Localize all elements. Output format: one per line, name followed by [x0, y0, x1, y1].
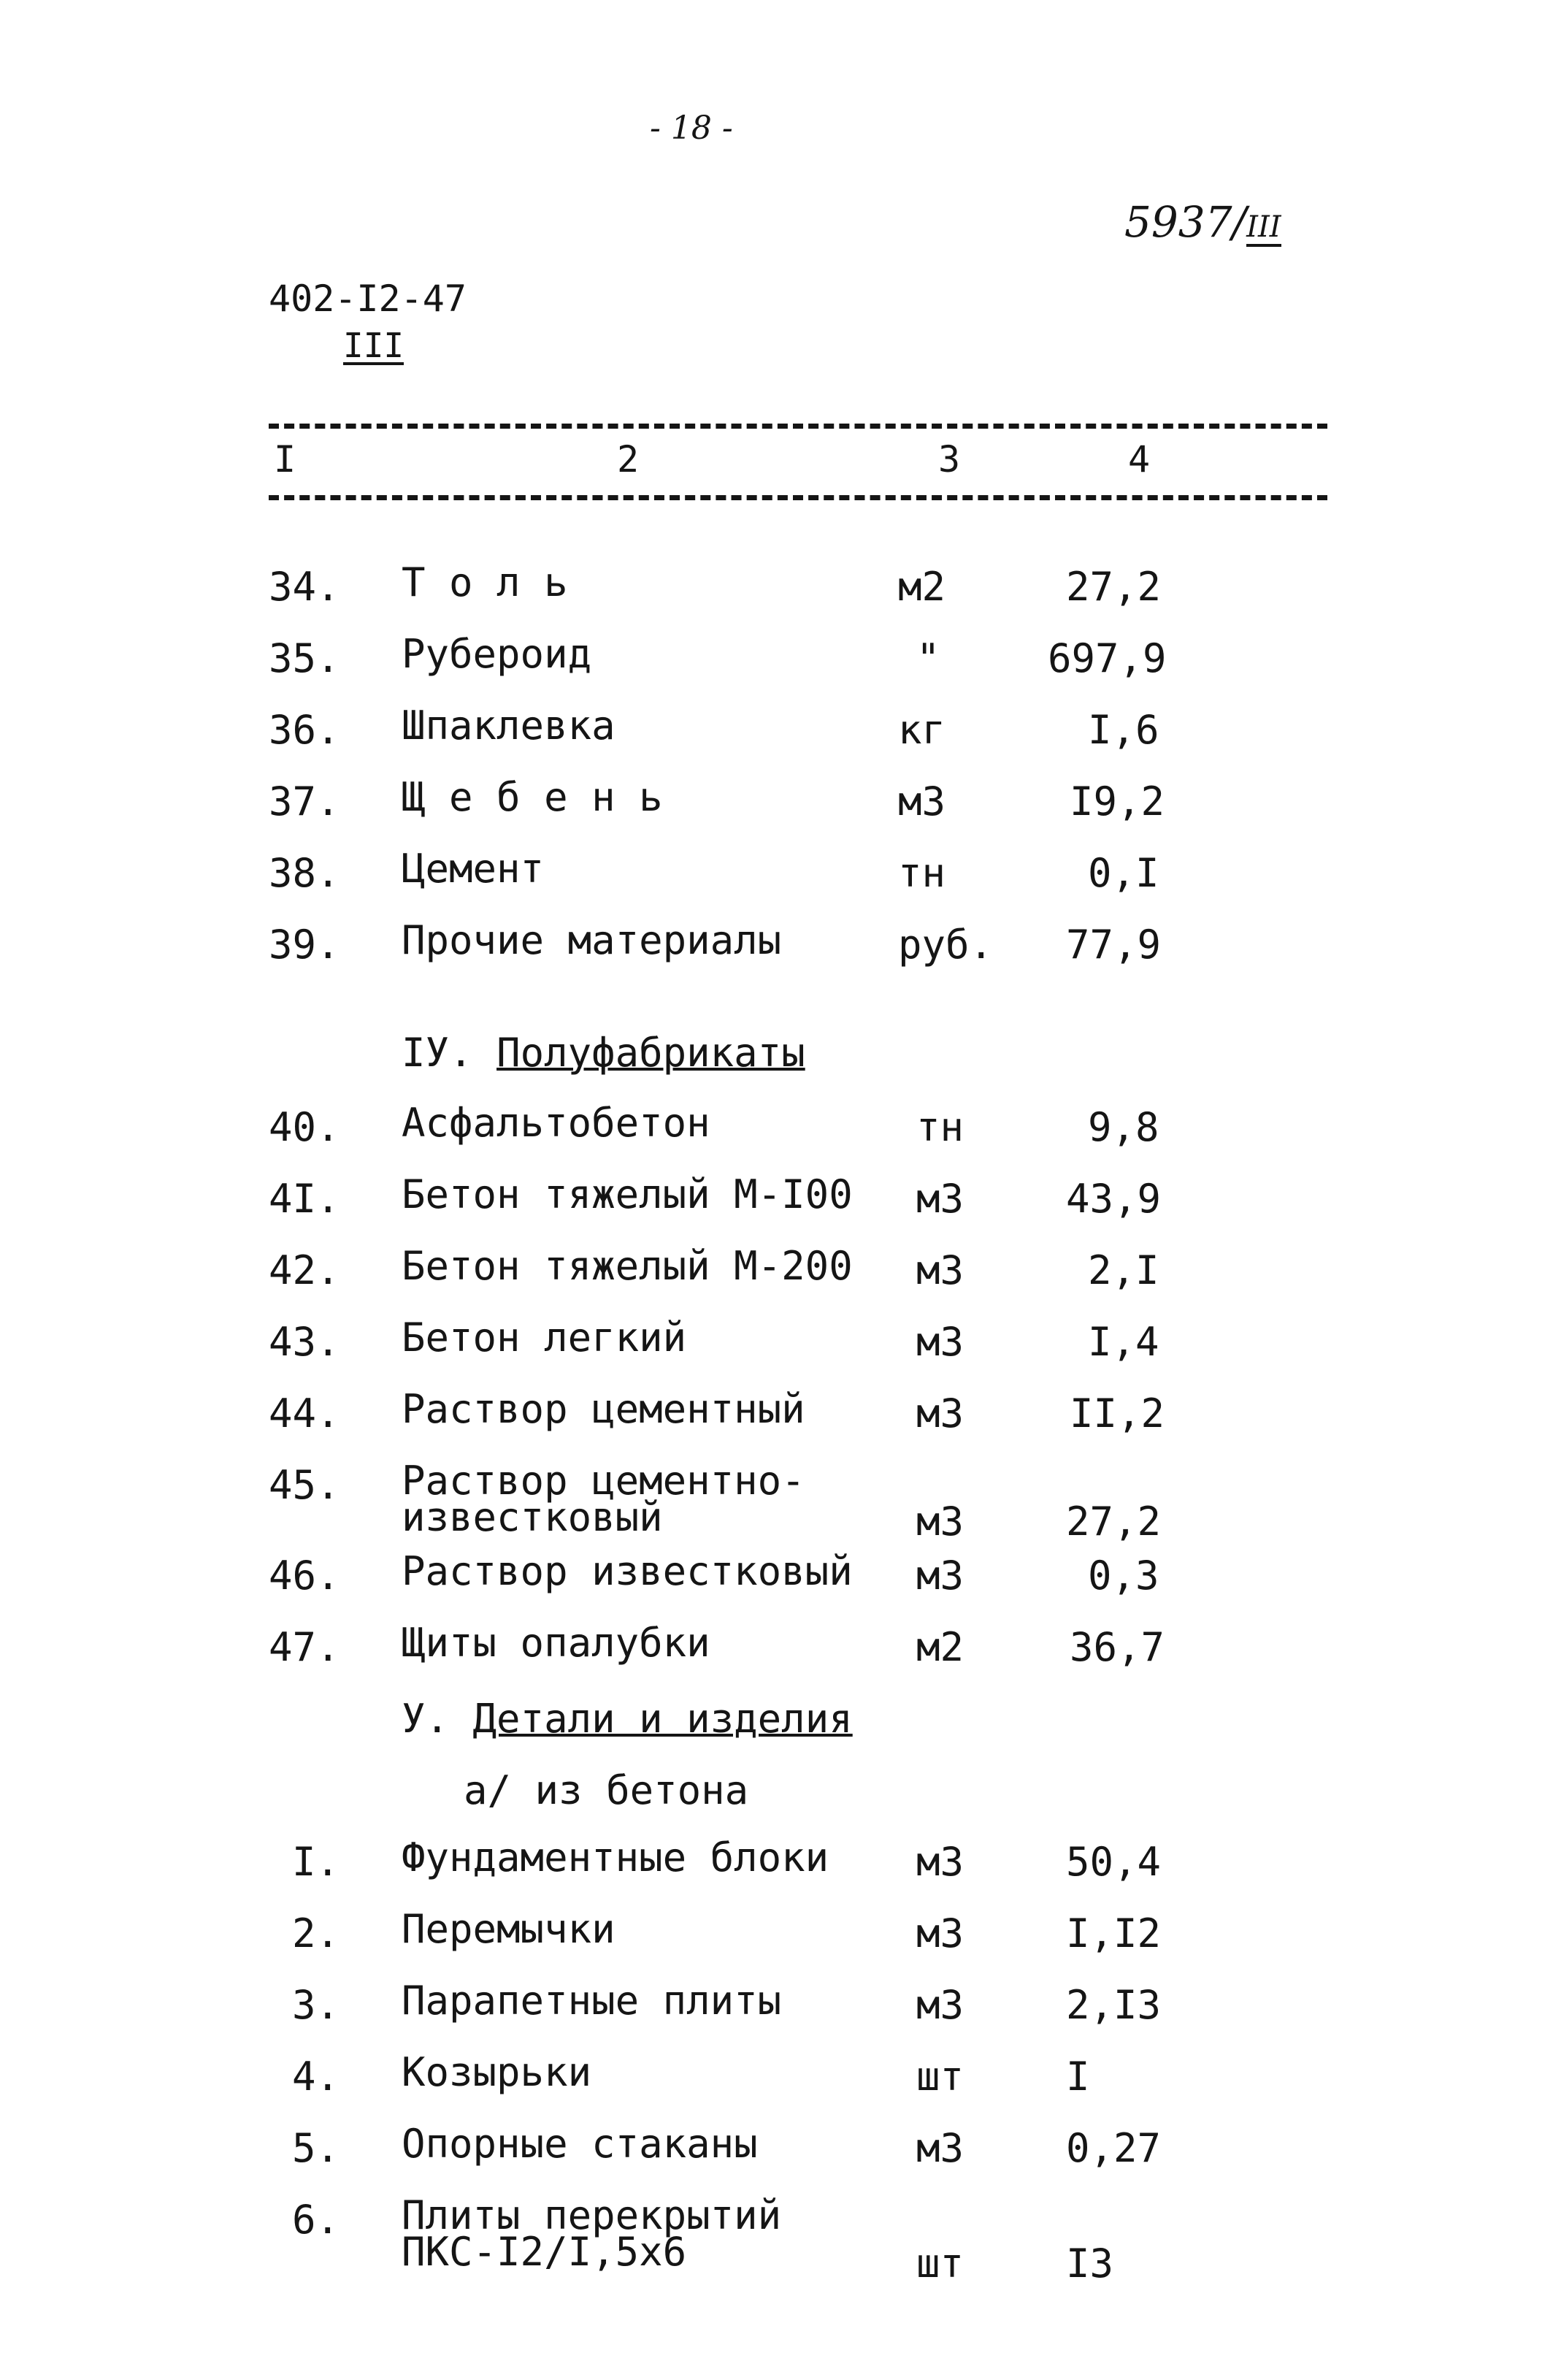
row-number: 3. [292, 1982, 340, 2028]
table-row [0, 2049, 1561, 2105]
row-unit: кг [898, 707, 946, 753]
row-name: Фундаментные блоки [402, 1834, 829, 1880]
row-quantity: 0,3 [1088, 1553, 1159, 1599]
row-name-line2: известковый [402, 1494, 663, 1540]
row-name: Т о л ь [402, 559, 568, 605]
row-name: Козырьки [402, 2049, 592, 2095]
table-row [0, 1978, 1561, 2033]
header-rule-bottom [269, 495, 1327, 500]
row-number: 35. [269, 635, 340, 681]
row-unit: м3 [916, 1910, 964, 1956]
table-row [0, 1100, 1561, 1155]
row-name: Рубероид [402, 631, 592, 677]
section-title: Детали и изделия [472, 1696, 853, 1742]
table-row [0, 631, 1561, 686]
row-quantity: 27,2 [1066, 1499, 1162, 1545]
row-quantity: I,I2 [1066, 1910, 1162, 1956]
row-quantity: 0,27 [1066, 2125, 1162, 2171]
row-name-line2: ПКС-I2/I,5x6 [402, 2229, 687, 2275]
row-quantity: II,2 [1070, 1390, 1165, 1436]
table-row [0, 1906, 1561, 1962]
subsection-heading: а/ из бетона [464, 1767, 749, 1813]
column-header-1: I [274, 438, 296, 481]
row-number: 40. [269, 1104, 340, 1150]
row-quantity: 36,7 [1070, 1624, 1165, 1670]
row-quantity: I,6 [1088, 707, 1159, 753]
table-row [0, 1620, 1561, 1675]
handwritten-number-sub: III [1246, 210, 1281, 247]
table-row [0, 1834, 1561, 1890]
row-quantity: 43,9 [1066, 1176, 1162, 1222]
row-number: I. [292, 1839, 340, 1885]
row-unit: м3 [916, 1982, 964, 2028]
row-unit: м3 [916, 1390, 964, 1436]
row-unit: м2 [916, 1624, 964, 1670]
row-quantity: 9,8 [1088, 1104, 1159, 1150]
row-name: Цемент [402, 846, 545, 892]
row-quantity: I9,2 [1070, 778, 1165, 824]
handwritten-number-main: 5937/ [1124, 197, 1247, 247]
row-number: 4. [292, 2054, 340, 2100]
row-number: 6. [292, 2197, 340, 2243]
document-volume: III [343, 326, 404, 365]
row-number: 38. [269, 850, 340, 896]
table-row [0, 774, 1561, 830]
row-number: 5. [292, 2125, 340, 2171]
row-name-line1: Раствор цементно- [402, 1458, 805, 1504]
table-row [0, 917, 1561, 973]
row-unit: тн [916, 1104, 964, 1150]
header-rule-top [269, 424, 1327, 429]
row-quantity: 27,2 [1066, 564, 1162, 610]
row-number: 43. [269, 1319, 340, 1365]
row-unit: м2 [898, 564, 946, 610]
row-quantity: 0,I [1088, 850, 1159, 896]
row-quantity: I3 [1066, 2241, 1114, 2287]
row-name: Перемычки [402, 1906, 615, 1952]
row-unit: м3 [916, 1176, 964, 1222]
row-number: 44. [269, 1390, 340, 1436]
row-number: 34. [269, 564, 340, 610]
table-row [0, 1315, 1561, 1370]
row-name: Бетон легкий [402, 1315, 687, 1361]
row-number: 4I. [269, 1176, 340, 1222]
row-name: Щ е б е н ь [402, 774, 663, 820]
row-name: Щиты опалубки [402, 1620, 710, 1666]
row-number: 46. [269, 1553, 340, 1599]
table-row [0, 1386, 1561, 1442]
row-number: 37. [269, 778, 340, 824]
row-unit: м3 [916, 1499, 964, 1545]
row-name-line1: Плиты перекрытий [402, 2192, 782, 2238]
table-row [0, 1458, 1561, 1550]
row-unit: тн [898, 850, 946, 896]
column-header-3: 3 [938, 438, 961, 481]
column-header-2: 2 [617, 438, 640, 481]
row-name: Шпаклевка [402, 703, 615, 749]
row-name: Парапетные плиты [402, 1978, 782, 2024]
document-code: 402-I2-47 [269, 278, 467, 320]
row-quantity: I [1066, 2054, 1090, 2100]
row-name: Раствор известковый [402, 1548, 853, 1594]
row-unit: шт [916, 2241, 964, 2287]
row-number: 47. [269, 1624, 340, 1670]
table-row [0, 1243, 1561, 1298]
row-number: 45. [269, 1462, 340, 1508]
row-quantity: 697,9 [1048, 635, 1167, 681]
row-quantity: 50,4 [1066, 1839, 1162, 1885]
section-heading-5 [402, 1696, 853, 1742]
row-unit: м3 [916, 1839, 964, 1885]
row-unit: м3 [916, 2125, 964, 2171]
row-name: Бетон тяжелый М-200 [402, 1243, 853, 1289]
row-number: 42. [269, 1247, 340, 1293]
table-row [0, 703, 1561, 758]
row-quantity: 2,I [1088, 1247, 1159, 1293]
section-prefix: У. [402, 1696, 450, 1742]
page-number: - 18 - [650, 110, 733, 147]
table-row [0, 2192, 1561, 2287]
table-row [0, 1171, 1561, 1227]
row-unit: " [916, 635, 940, 681]
handwritten-archive-number [1124, 197, 1281, 247]
table-row [0, 1548, 1561, 1604]
row-name: Бетон тяжелый М-I00 [402, 1171, 853, 1217]
row-unit: м3 [916, 1247, 964, 1293]
table-row [0, 559, 1561, 615]
row-quantity: I,4 [1088, 1319, 1159, 1365]
section-title: Полуфабрикаты [496, 1030, 805, 1076]
row-number: 36. [269, 707, 340, 753]
row-name: Раствор цементный [402, 1386, 805, 1432]
row-unit: м3 [898, 778, 946, 824]
section-prefix: IУ. [402, 1030, 473, 1076]
row-quantity: 77,9 [1066, 922, 1162, 968]
row-unit: руб. [898, 922, 994, 968]
row-name: Асфальтобетон [402, 1100, 710, 1146]
section-heading-4 [402, 1030, 805, 1076]
row-number: 2. [292, 1910, 340, 1956]
column-header-4: 4 [1128, 438, 1151, 481]
table-row [0, 846, 1561, 901]
row-unit: м3 [916, 1319, 964, 1365]
row-quantity: 2,I3 [1066, 1982, 1162, 2028]
row-name: Опорные стаканы [402, 2121, 758, 2167]
row-name: Прочие материалы [402, 917, 782, 963]
table-row [0, 2121, 1561, 2176]
row-unit: м3 [916, 1553, 964, 1599]
row-unit: шт [916, 2054, 964, 2100]
row-number: 39. [269, 922, 340, 968]
